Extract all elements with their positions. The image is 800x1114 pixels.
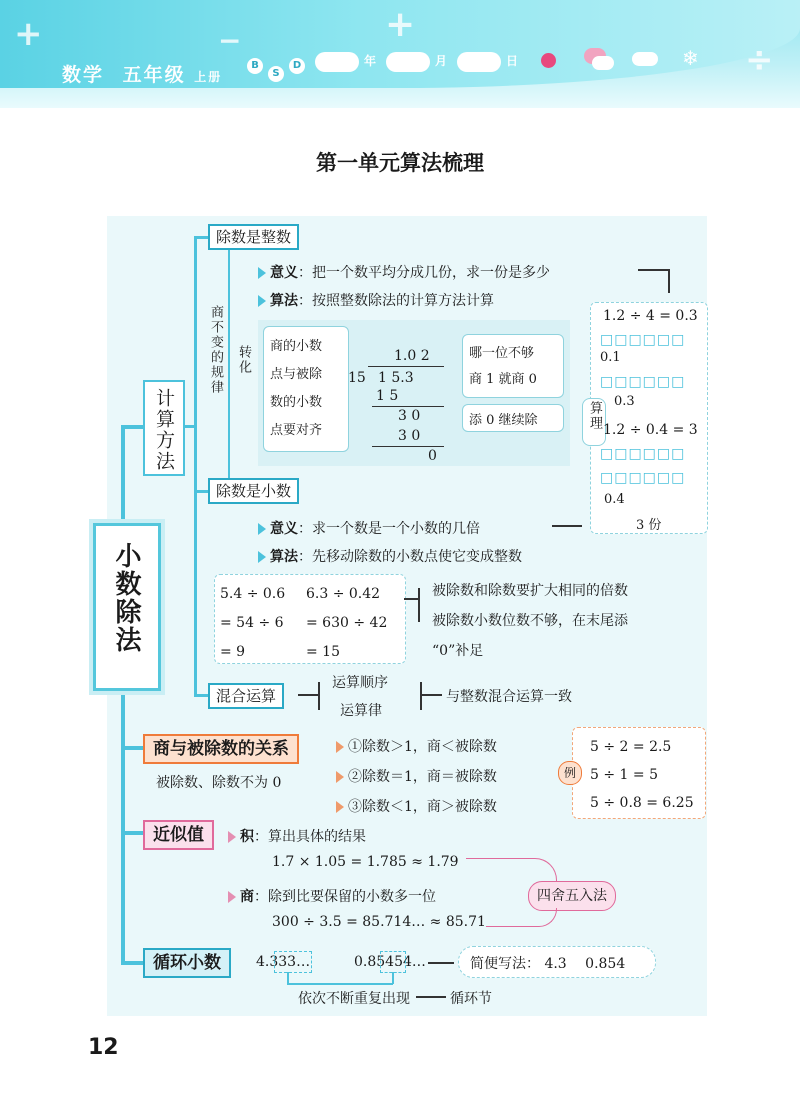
calc-sub-line: [194, 236, 197, 696]
rounding-arrow-up: [466, 858, 557, 881]
main-topic: 小数除法: [111, 542, 141, 654]
year-label: 年: [364, 54, 377, 68]
relation-item-2: [336, 766, 497, 786]
approx-ji: [228, 826, 366, 846]
suanli-v1: 0.1: [600, 350, 621, 365]
int-meaning-text: ：把一个数平均分成几份，求一份是多少: [298, 265, 550, 281]
rule-text: [270, 333, 322, 445]
ex2-line: = 15: [306, 644, 340, 660]
cycle-pointer-bar: [287, 983, 393, 985]
suanli-eq1: 1.2 ÷ 4 = 0.3: [603, 308, 698, 324]
int-algo: [258, 290, 494, 310]
bsd-letter-s: S: [268, 66, 284, 82]
mixed-bracket: [318, 682, 320, 710]
invariance-arrow: [228, 248, 230, 478]
recurring-ex1: 4.333…: [256, 954, 311, 970]
short-form-1: 4.3: [544, 956, 567, 972]
bsd-letter-d: D: [289, 58, 305, 74]
recurring-ex2: 0.85454…: [354, 954, 426, 970]
meaning-arrow: [638, 269, 670, 271]
ex1-line: = 9: [220, 644, 246, 660]
step-1: 1 5: [376, 388, 399, 404]
relation-condition: 被除数、除数不为 0: [156, 775, 282, 791]
note2-box: [462, 404, 564, 432]
int-meaning-key: 意义: [270, 265, 298, 281]
approx-tag: 近似值: [143, 820, 214, 850]
header-title: [62, 60, 222, 87]
relation-example-line: 5 ÷ 0.8 = 6.25: [590, 795, 694, 811]
suanli-grid-4: □□□□□□: [600, 470, 686, 486]
cloud-icon: [592, 56, 614, 70]
grade-label: 五年级: [122, 64, 186, 86]
rule-box: [263, 326, 349, 452]
month-field[interactable]: [386, 52, 430, 72]
dec-algo-text: ：先移动除数的小数点使它变成整数: [298, 549, 522, 565]
dec-ex-bracket: [418, 588, 420, 622]
snow-icon[interactable]: ❄: [682, 46, 699, 70]
int-algo-text: ：按照整数除法的计算方法计算: [298, 293, 494, 309]
approx-shang-key: 商: [240, 889, 254, 905]
recurring-arrow: [428, 962, 454, 964]
note1-line: 哪一位不够: [469, 346, 535, 361]
dec-note-1: 被除数和除数要扩大相同的倍数: [432, 583, 628, 599]
transform-label: 转化: [236, 345, 251, 375]
divisor: 15: [348, 370, 366, 386]
suanli-v3: 0.4: [604, 492, 625, 507]
relation-tag: 商与被除数的关系: [143, 734, 299, 764]
approx-shang-example: 300 ÷ 3.5 = 85.714… ≈ 85.71: [272, 914, 486, 930]
cycle-arrow: [416, 996, 446, 998]
page-title: 第一单元算法梳理: [316, 151, 484, 175]
dec-algo-key: 算法: [270, 549, 298, 565]
int-divisor-tag: 除数是整数: [208, 224, 299, 250]
dec-algo: [258, 546, 522, 566]
remainder: 0: [428, 448, 437, 464]
dec-meaning-key: 意义: [270, 521, 298, 537]
dec-meaning-text: ：求一个数是一个小数的几倍: [298, 521, 480, 537]
dec-example-1: [220, 580, 285, 667]
day-label: 日: [506, 54, 519, 68]
cycle-mark-1: [274, 951, 312, 973]
page-header: [0, 0, 800, 108]
ex2-line: = 630 ÷ 42: [306, 615, 388, 631]
mixed-law: 运算律: [340, 703, 382, 719]
bsd-letter-b: B: [247, 58, 263, 74]
rounding-method-badge: 四舍五入法: [528, 881, 616, 911]
minus-deco-icon: −: [218, 24, 242, 57]
mixed-arrow: [422, 694, 442, 696]
relation-item-3: [336, 796, 497, 816]
plus-deco-icon-2: +: [385, 4, 416, 45]
mixed-order: 运算顺序: [332, 675, 388, 691]
dec-example-2: [306, 580, 387, 667]
suanli-label: 算理: [587, 401, 602, 431]
suanli-eq2: 1.2 ÷ 0.4 = 3: [603, 422, 698, 438]
sub-mixed-line: [194, 694, 208, 697]
branch-approx: [121, 831, 143, 835]
relation-item-1: [336, 736, 497, 756]
rule-line: 商的小数: [270, 339, 323, 354]
ex1-line: = 54 ÷ 6: [220, 615, 284, 631]
note1-box: [462, 334, 564, 398]
suanli-grid-3: □□□□□□: [600, 446, 686, 462]
sub-dec-line: [194, 490, 208, 493]
mixed-result: 与整数混合运算一致: [446, 689, 572, 705]
suanli-grid-1: □□□□□□: [600, 332, 686, 348]
term-label: 上册: [194, 70, 223, 84]
divide-deco-icon: ÷: [745, 40, 774, 80]
int-meaning: [258, 262, 550, 282]
int-algo-key: 算法: [270, 293, 298, 309]
main-topic-box: [93, 523, 161, 691]
note2-text: 添 0 继续除: [469, 413, 538, 428]
sunny-icon[interactable]: [541, 53, 556, 68]
page-number: 12: [88, 1035, 119, 1060]
suanli-grid-2: □□□□□□: [600, 374, 686, 390]
calc-method-box: [143, 380, 185, 476]
dec-note-2: 被除数小数位数不够，在末尾添: [432, 613, 628, 629]
branch-recurring: [121, 961, 143, 965]
short-form-label: 简便写法：: [470, 956, 540, 972]
mixed-connector: [298, 694, 320, 696]
relation-example-line: 5 ÷ 2 = 2.5: [590, 739, 672, 755]
dec-note-3: “0”补足: [432, 643, 484, 659]
mixed-bracket-right: [420, 682, 422, 710]
rule-line: 点要对齐: [270, 423, 323, 438]
dividend: 1 5.3: [378, 370, 414, 386]
step-bar-1: [372, 406, 444, 407]
plus-deco-icon: +: [14, 14, 43, 54]
quotient: 1.0 2: [394, 348, 430, 364]
approx-ji-example: 1.7 × 1.05 = 1.785 ≈ 1.79: [272, 854, 459, 870]
dec-ex-connector: [404, 598, 418, 600]
approx-shang: [228, 886, 436, 906]
short-form-text: [470, 953, 625, 973]
month-label: 月: [435, 54, 448, 68]
relation-item-text: ①除数＞1，商＜被除数: [348, 739, 497, 755]
division-bar: [368, 366, 444, 367]
sub-int-line: [194, 236, 208, 239]
dec-meaning-arrow: [552, 525, 582, 527]
cycle-label: 循环节: [450, 991, 492, 1007]
rain-icon[interactable]: [632, 52, 658, 66]
approx-ji-text: ：算出具体的结果: [254, 829, 366, 845]
suanli-v4: 3 份: [636, 518, 662, 533]
year-field[interactable]: [315, 52, 359, 72]
relation-item-text: ③除数＜1，商＞被除数: [348, 799, 497, 815]
note1-text: [469, 341, 537, 393]
recurring-tag: 循环小数: [143, 948, 231, 978]
approx-shang-text: ：除到比要保留的小数多一位: [254, 889, 436, 905]
step-bar-2: [372, 446, 444, 447]
step-3: 3 0: [398, 428, 421, 444]
dec-meaning: [258, 518, 480, 538]
rule-line: 点与被除: [270, 367, 323, 382]
approx-ji-key: 积: [240, 829, 254, 845]
ex2-line: 6.3 ÷ 0.42: [306, 586, 381, 602]
cycle-mark-2: [380, 951, 406, 973]
rule-line: 数的小数: [270, 395, 323, 410]
short-form-2: 0.854: [585, 956, 626, 972]
rounding-arrow-down: [486, 908, 557, 927]
mixed-tag: 混合运算: [208, 683, 284, 709]
day-field[interactable]: [457, 52, 501, 72]
long-division: [348, 346, 448, 466]
note1-line: 商 1 就商 0: [469, 372, 537, 387]
subject-label: 数学: [62, 64, 105, 86]
example-badge: 例: [558, 761, 582, 785]
main-branch-line: [121, 425, 125, 965]
calc-method-label: 计算方法: [153, 388, 175, 472]
invariance-label: 商不变的规律: [208, 305, 223, 395]
meaning-arrow-down: [668, 269, 670, 293]
suanli-v2: 0.3: [614, 394, 635, 409]
dec-divisor-tag: 除数是小数: [208, 478, 299, 504]
ex1-line: 5.4 ÷ 0.6: [220, 586, 286, 602]
relation-item-text: ②除数＝1，商＝被除数: [348, 769, 497, 785]
step-2: 3 0: [398, 408, 421, 424]
relation-example-line: 5 ÷ 1 = 5: [590, 767, 658, 783]
relation-examples: [590, 733, 694, 817]
branch-relation: [121, 746, 143, 750]
recurring-note: 依次不断重复出现: [298, 991, 410, 1007]
